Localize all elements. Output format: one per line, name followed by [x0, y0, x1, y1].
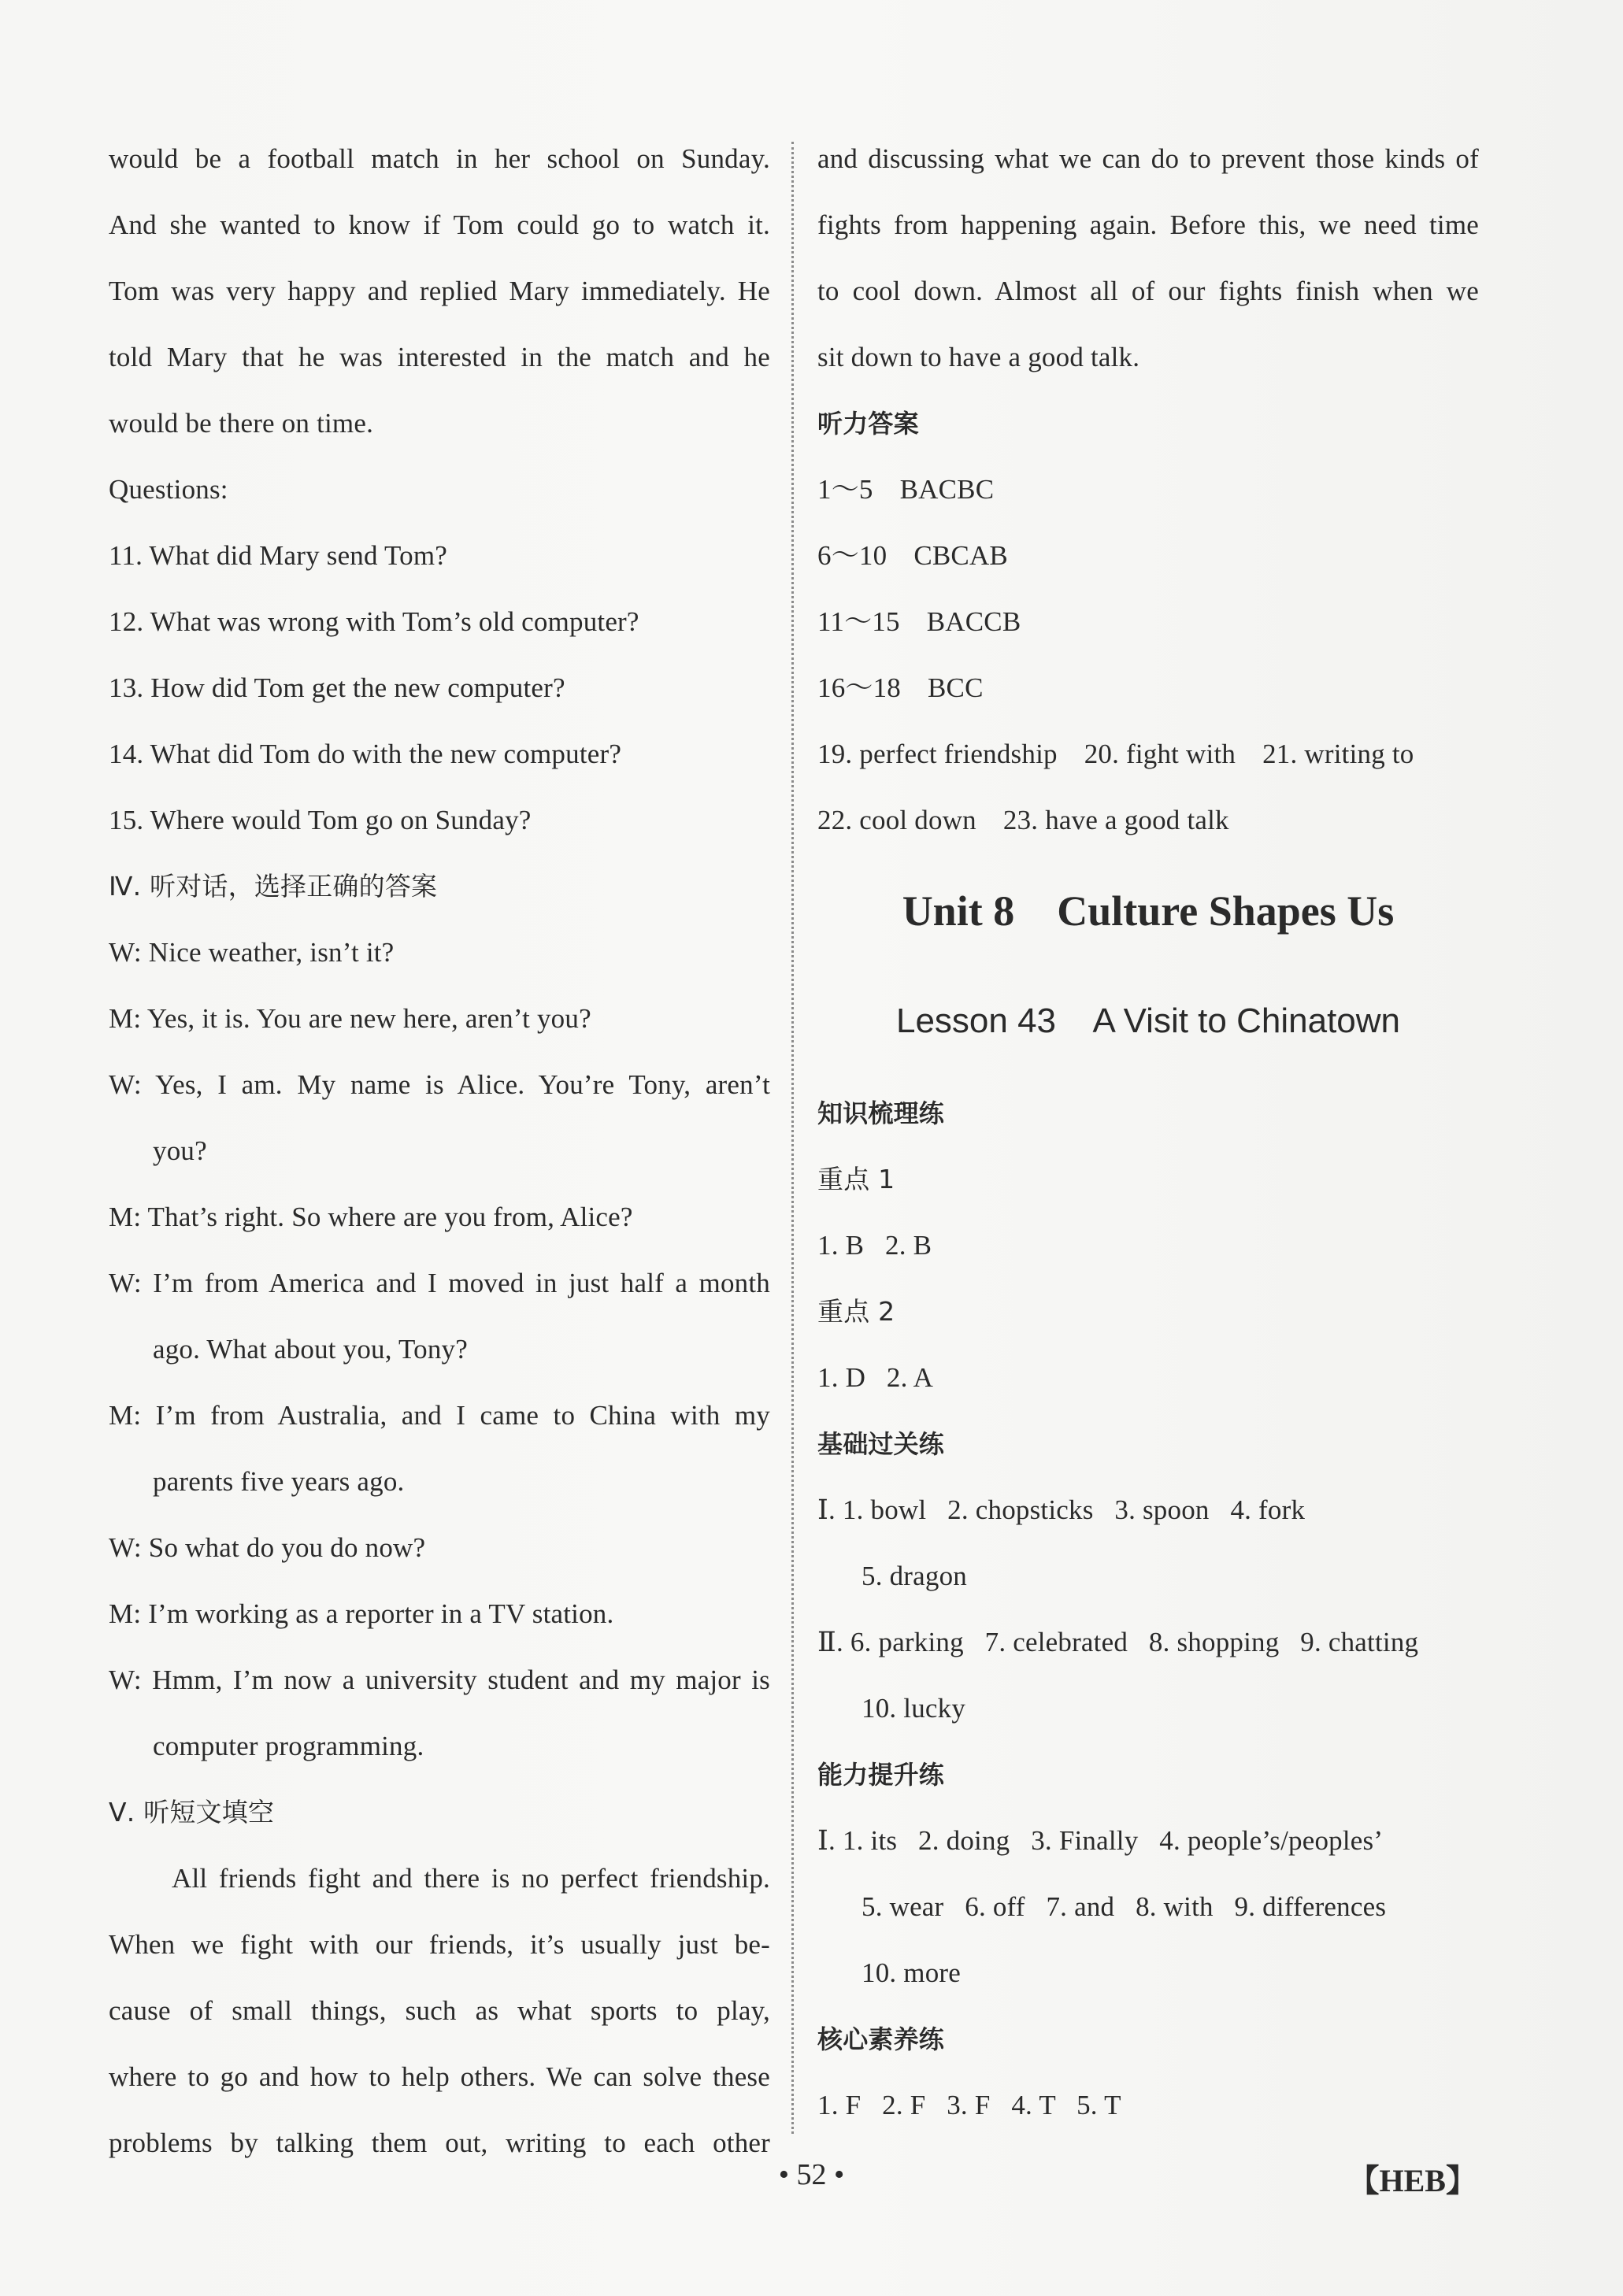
fill-answer: 22. cool down: [817, 805, 976, 835]
passage-line: to cool down. Almost all of our fights finish when we: [817, 276, 1479, 306]
text-line: Tom was very happy and replied Mary immediately. He: [109, 276, 770, 306]
publisher-badge: 【HEB】: [1347, 2163, 1477, 2198]
passage-line: and discussing what we can do to prevent those kinds of: [817, 143, 1479, 174]
answer-value: BACBC: [899, 474, 995, 505]
ability-i-line-continued: 10. more: [862, 1957, 962, 1988]
dialogue-line-continued: computer programming.: [153, 1731, 424, 1761]
dialogue-line: M: I’m working as a reporter in a TV station.: [109, 1598, 614, 1629]
point-2-label: 重点 2: [817, 1296, 895, 1327]
section-iv-heading: Ⅳ. 听对话，选择正确的答案: [109, 871, 438, 902]
dialogue-line-continued: you?: [153, 1135, 207, 1166]
unit-title: Unit 8 Culture Shapes Us: [902, 887, 1395, 935]
dialogue-line: W: Nice weather, isn’t it?: [109, 937, 395, 968]
dialogue-line: W: So what do you do now?: [109, 1532, 426, 1563]
passage-line: sit down to have a good talk.: [817, 342, 1140, 372]
answer-value: CBCAB: [913, 540, 1008, 571]
left-column: [109, 126, 770, 2176]
text-line: told Mary that he was interested in the match and he: [109, 342, 770, 372]
right-column: [817, 126, 1479, 2139]
passage-line: where to go and how to help others. We can solve these: [109, 2061, 770, 2092]
answer-row: [817, 523, 1479, 589]
answer-value: BACCB: [926, 606, 1021, 637]
answer-value: BCC: [928, 672, 984, 703]
answer-range: 1～5: [817, 474, 873, 505]
dialogue-line: W: Yes, I am. My name is Alice. You’re Tony, aren’t: [109, 1069, 770, 1100]
lesson-title: Lesson 43 A Visit to Chinatown: [895, 1002, 1401, 1040]
fill-answer: 19. perfect friendship: [817, 739, 1058, 769]
questions-label: Questions:: [109, 474, 228, 505]
text-line: would be a football match in her school on Sunday.: [109, 143, 770, 174]
basic-ii-line: Ⅱ. 6. parking 7. celebrated 8. shopping 9. chatting: [817, 1627, 1419, 1657]
basic-ii-line-continued: 10. lucky: [862, 1693, 966, 1724]
section-v-heading: Ⅴ. 听短文填空: [109, 1797, 275, 1828]
fill-answer: 23. have a good talk: [1002, 805, 1229, 835]
point-2-answers: 1. D 2. A: [817, 1362, 934, 1393]
passage-line: When we fight with our friends, it’s usually just be-: [109, 1929, 770, 1960]
dialogue-line-continued: ago. What about you, Tony?: [153, 1334, 468, 1365]
dialogue-line-continued: parents five years ago.: [153, 1466, 405, 1497]
point-1-answers: 1. B 2. B: [817, 1230, 932, 1261]
answer-range: 16～18: [817, 672, 902, 703]
basic-i-line: Ⅰ. 1. bowl 2. chopsticks 3. spoon 4. fork: [817, 1494, 1306, 1525]
dialogue-line: M: I’m from Australia, and I came to China with my: [109, 1400, 770, 1431]
basic-heading: 基础过关练: [817, 1429, 945, 1459]
question-13: 13. How did Tom get the new computer?: [109, 672, 565, 703]
fill-answer: 21. writing to: [1262, 739, 1414, 769]
ability-heading: 能力提升练: [817, 1760, 945, 1790]
fill-answer: 20. fight with: [1084, 739, 1236, 769]
passage-line: All friends fight and there is no perfect friendship.: [172, 1863, 770, 1894]
dialogue-line: M: That’s right. So where are you from, Alice?: [109, 1202, 633, 1232]
dialogue-line: M: Yes, it is. You are new here, aren’t you?: [109, 1003, 591, 1034]
passage-line: fights from happening again. Before this, we need time: [817, 209, 1479, 240]
question-12: 12. What was wrong with Tom’s old computer?: [109, 606, 639, 637]
text-line: would be there on time.: [109, 408, 374, 439]
listening-answers-heading: 听力答案: [817, 409, 919, 439]
column-divider: [791, 142, 794, 2134]
question-14: 14. What did Tom do with the new computer?: [109, 739, 622, 769]
core-heading: 核心素养练: [817, 2024, 945, 2054]
fill-answers-row: [817, 721, 1479, 787]
basic-i-line-continued: 5. dragon: [862, 1561, 967, 1591]
question-11: 11. What did Mary send Tom?: [109, 540, 448, 571]
answer-row: [817, 589, 1479, 655]
point-1-label: 重点 1: [817, 1164, 895, 1194]
core-answers: 1. F 2. F 3. F 4. T 5. T: [817, 2090, 1121, 2120]
passage-line: problems by talking them out, writing to each other: [109, 2128, 770, 2158]
ability-i-line-continued: 5. wear 6. off 7. and 8. with 9. differences: [862, 1891, 1387, 1922]
answer-row: [817, 655, 1479, 721]
ability-i-line: Ⅰ. 1. its 2. doing 3. Finally 4. people’s/peoples’: [817, 1825, 1384, 1856]
dialogue-line: W: I’m from America and I moved in just half a month: [109, 1268, 770, 1298]
answer-range: 11～15: [817, 606, 900, 637]
page-number: • 52 •: [778, 2158, 845, 2191]
fill-answers-row: [817, 787, 1479, 854]
dialogue-line: W: Hmm, I’m now a university student and my major is: [109, 1665, 770, 1695]
answer-range: 6～10: [817, 540, 887, 571]
passage-line: cause of small things, such as what sports to play,: [109, 1995, 770, 2026]
text-line: And she wanted to know if Tom could go to watch it.: [109, 209, 770, 240]
answer-row: [817, 457, 1479, 523]
knowledge-heading: 知识梳理练: [817, 1098, 945, 1128]
question-15: 15. Where would Tom go on Sunday?: [109, 805, 532, 835]
